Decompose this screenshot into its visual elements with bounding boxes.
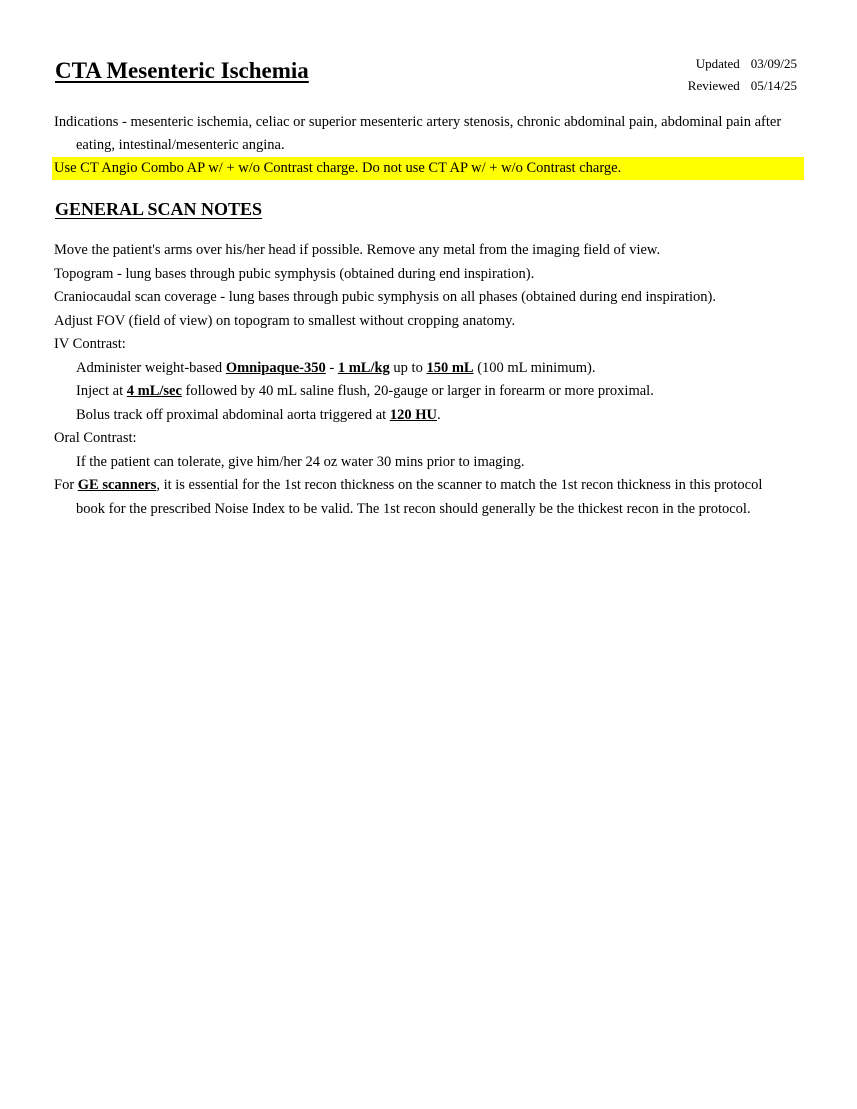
bolus-threshold: 120 HU [389, 406, 437, 423]
ge-scanners: GE scanners [77, 477, 157, 493]
page-title: CTA Mesenteric Ischemia [55, 58, 309, 83]
iv-inject-line [54, 380, 794, 404]
oral-contrast-text: If the patient can tolerate, give him/her 24 oz water 30 mins prior to imaging. [76, 453, 525, 470]
updated-date: 03/09/25 [750, 56, 797, 71]
updated-label: Updated [695, 56, 740, 71]
contrast-agent: Omnipaque-350 [225, 359, 326, 376]
reviewed-label: Reviewed [687, 78, 740, 93]
administer-suffix: (100 mL minimum). [473, 359, 596, 376]
iv-bolus-line [54, 404, 794, 428]
iv-administer-line [54, 357, 794, 381]
administer-prefix: Administer weight-based [76, 359, 226, 376]
ge-scanner-note [54, 474, 794, 521]
scan-coverage-note: Craniocaudal scan coverage - lung bases through pubic symphysis on all phases (obtained during end inspiration). [54, 289, 717, 305]
fov-note: Adjust FOV (field of view) on topogram to smallest without cropping anatomy. [54, 312, 516, 329]
indications-text: Indications - mesenteric ischemia, celiac or superior mesenteric artery stenosis, chronic abdominal pain, abdominal pain after eating, intestinal/mesenteric angina. [54, 114, 782, 153]
general-scan-notes-heading: GENERAL SCAN NOTES [55, 199, 263, 219]
inject-prefix: Inject at [76, 383, 127, 399]
ge-suffix: , it is essential for the 1st recon thickness on the scanner to match the 1st recon thickness in this protocol book for the prescribed Noise Index to be valid. The 1st recon should generally be the thickest recon in the protocol. [76, 477, 763, 517]
updated-row [688, 53, 797, 75]
revision-dates [688, 53, 797, 97]
injection-rate: 4 mL/sec [126, 383, 182, 399]
ge-prefix: For [54, 477, 78, 493]
charge-note-highlight: Use CT Angio Combo AP w/ + w/o Contrast charge. Do not use CT AP w/ + w/o Contrast charge. [52, 157, 804, 180]
patient-positioning-note: Move the patient's arms over his/her head if possible. Remove any metal from the imaging field of view. [54, 242, 661, 258]
reviewed-row [688, 75, 797, 97]
topogram-note: Topogram - lung bases through pubic symphysis (obtained during end inspiration). [54, 265, 535, 282]
iv-contrast-label: IV Contrast: [54, 336, 126, 352]
contrast-max: 150 mL [426, 359, 474, 376]
administer-mid: up to [389, 359, 427, 376]
bolus-suffix: . [436, 406, 441, 423]
inject-suffix: followed by 40 mL saline flush, 20-gauge or larger in forearm or more proximal. [181, 383, 654, 399]
bolus-prefix: Bolus track off proximal abdominal aorta triggered at [76, 406, 390, 423]
oral-contrast-label: Oral Contrast: [54, 430, 137, 446]
general-scan-notes [54, 239, 794, 521]
contrast-dose: 1 mL/kg [337, 359, 390, 376]
administer-sep: - [325, 359, 338, 376]
reviewed-date: 05/14/25 [750, 78, 797, 93]
